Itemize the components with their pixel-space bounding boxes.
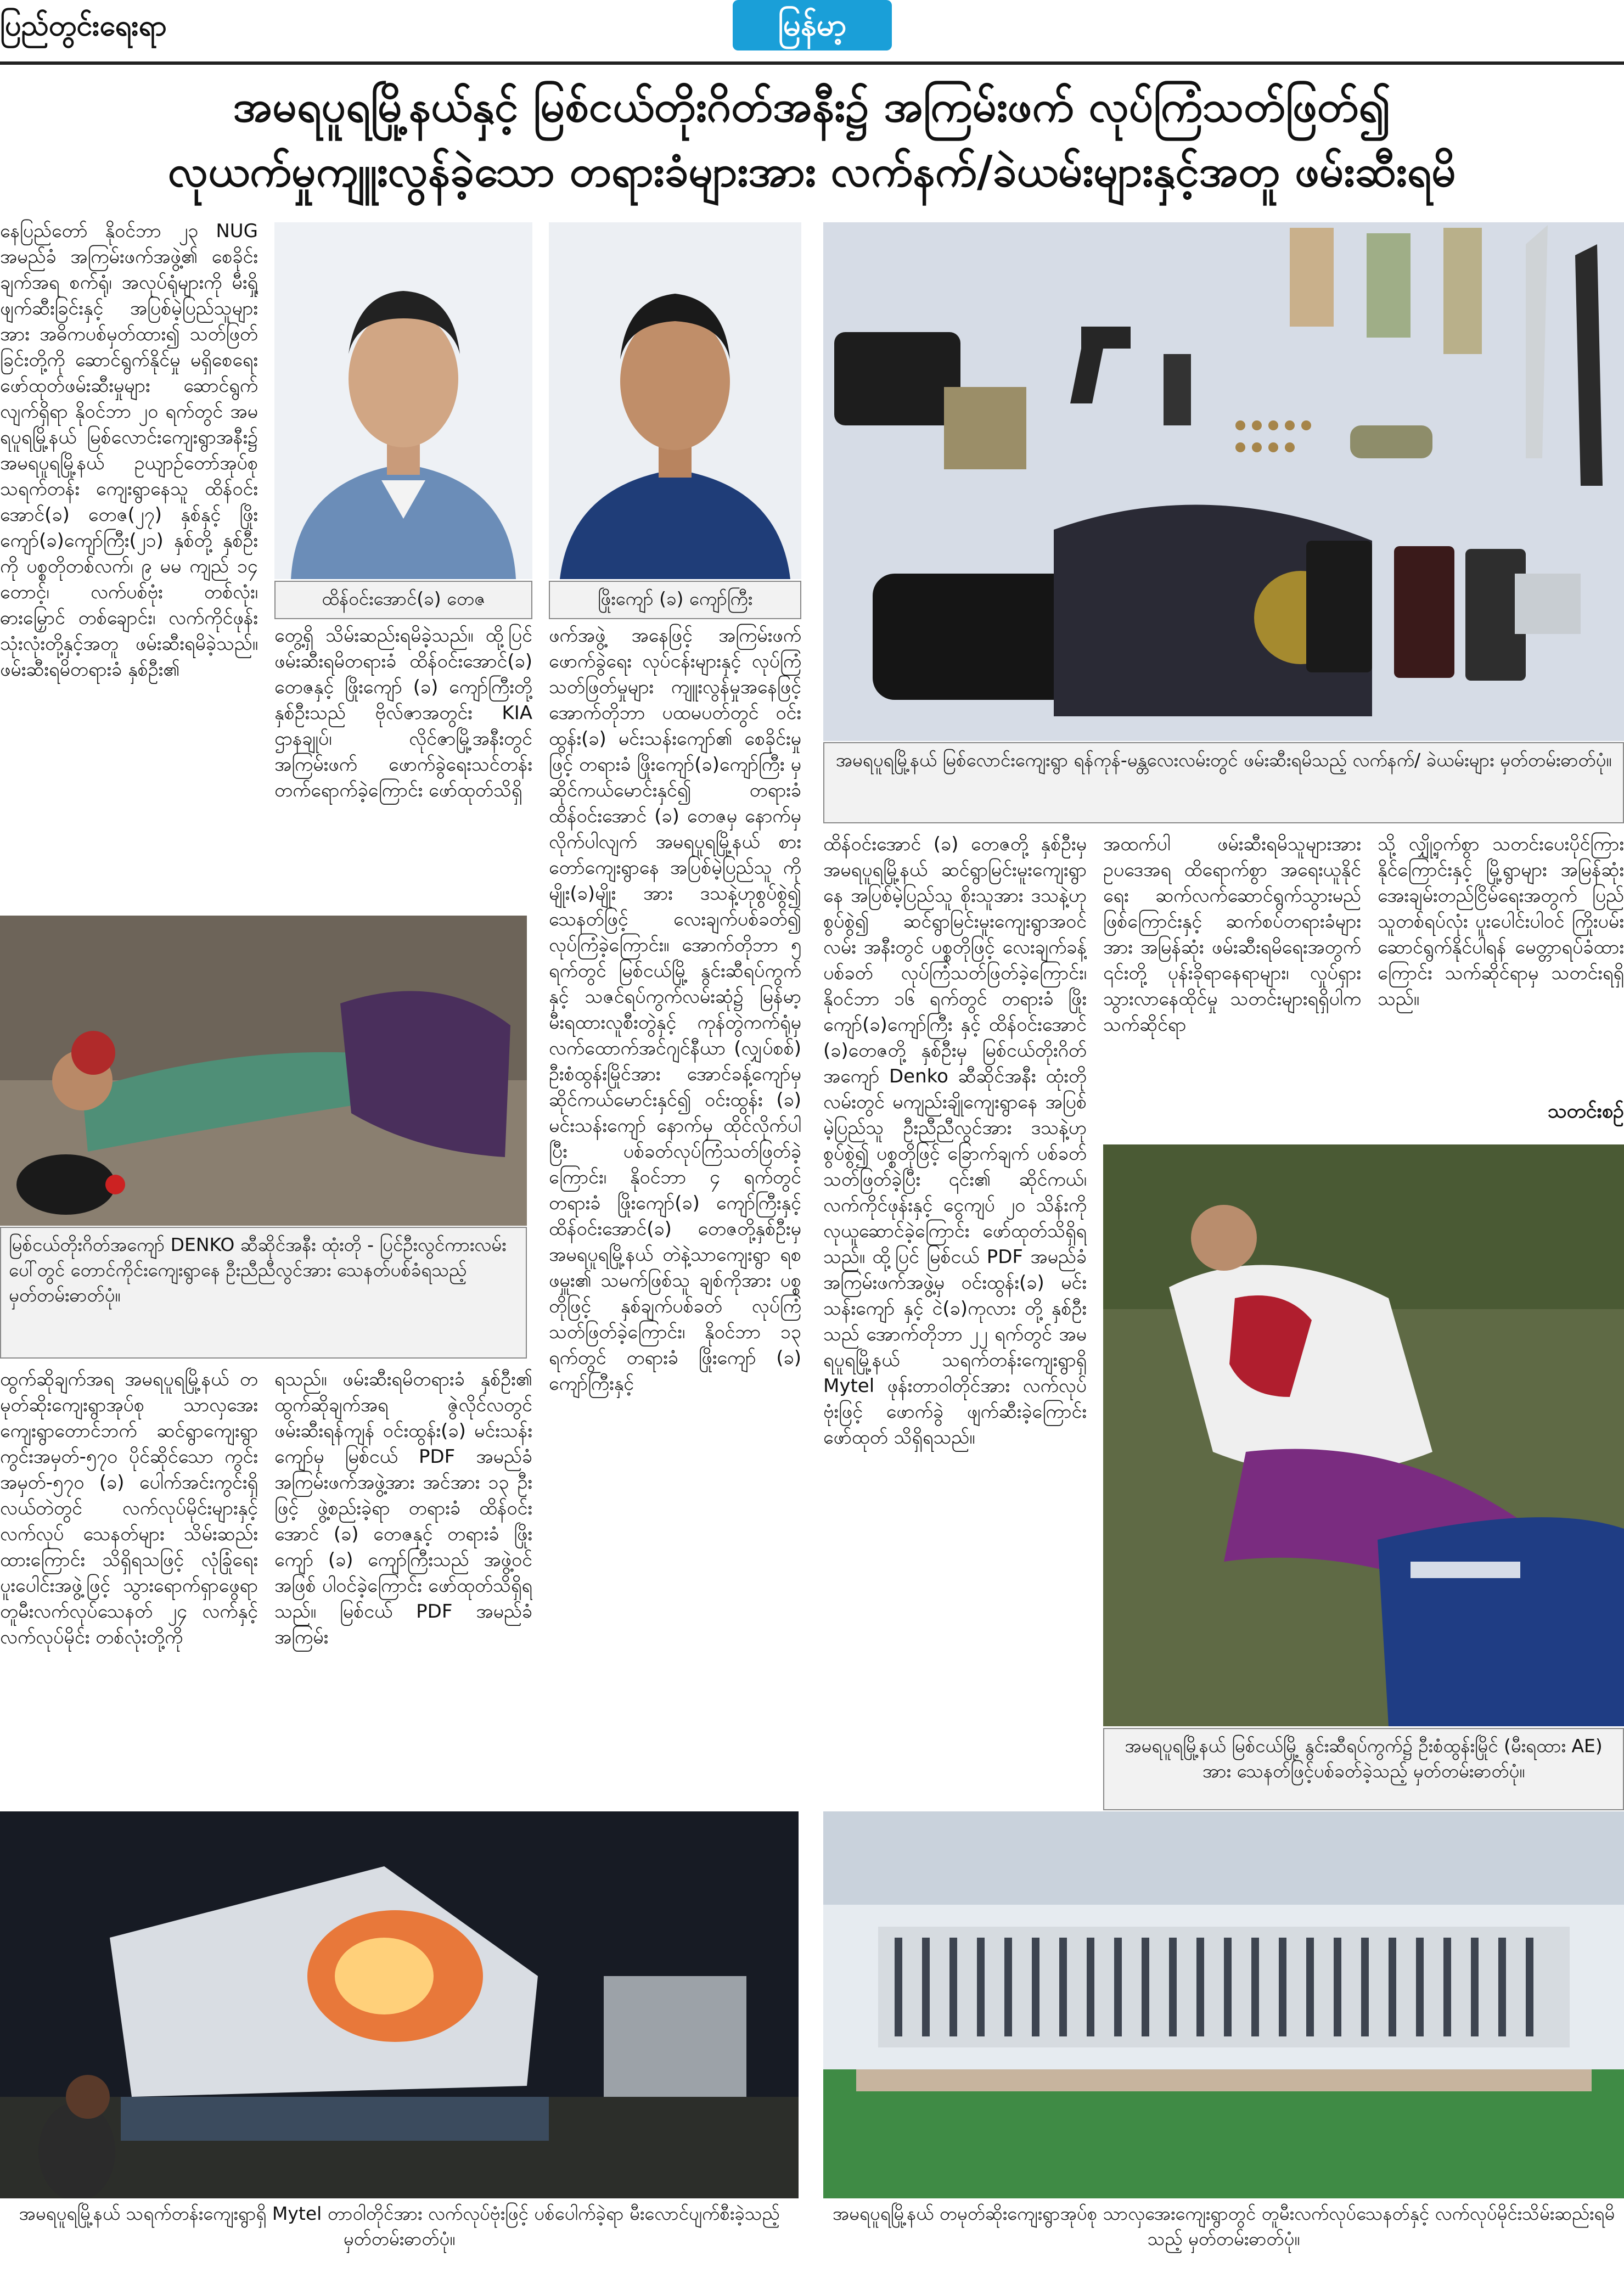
article-col4-mid: ထိန်ဝင်းအောင် (ခ) တေဇတို့ နှစ်ဦးမှ အမရပူရမြို့နယ် ဆင်ရွာမြင်းမူးကျေးရွာနေ အပြစ်မဲ့ပြည်သူ စိုးသူအား ဒသနဲ့ဟုစွပ်စွဲ၍ ဆင်ရွာမြင်းမူးကျေးရွာအဝင်လမ်း အနီးတွင် ပစ္စတိုဖြင့် လေးချက်ခန့် ပစ်ခတ် လုပ်ကြံသတ်ဖြတ်ခဲ့ကြောင်း၊ နိုဝင်ဘာ ၁၆ ရက်တွင် တရားခံ ဖြိုးကျော်(ခ)ကျော်ကြီး နှင့် ထိန်ဝင်းအောင် (ခ)တေဇတို့ နှစ်ဦးမှ မြစ်ငယ်တိုးဂိတ်အကျော် Denko ဆီဆိုင်အနီး ထုံးတိုလမ်းတွင် မကျည်းချိုကျေးရွာနေ အပြစ်မဲ့ပြည်သူ ဦးညီညီလွင်အား ဒသနဲ့ဟု စွပ်စွဲ၍ ပစ္စတိုဖြင့် ခြောက်ချက် ပစ်ခတ်သတ်ဖြတ်ခဲ့ပြီး ၎င်း၏ ဆိုင်ကယ်၊ လက်ကိုင်ဖုန်းနှင့် ငွေကျပ် ၂၀ သိန်းကိုလုယူဆောင်ခဲ့ကြောင်း ဖော်ထုတ်သိရှိရသည်။ ထို့ပြင် မြစ်ငယ် PDF အမည်ခံ အကြမ်းဖက်အဖွဲ့မှ ဝင်းထွန်း(ခ) မင်းသန်းကျော် နှင့် ငဲ(ခ)ကုလား တို့ နှစ်ဦးသည် အောက်တိုဘာ ၂၂ ရက်တွင် အမရပူရမြို့နယ် သရက်တန်းကျေးရွာရှိ Mytel ဖုန်းတာဝါတိုင်အား လက်လုပ်ဗုံးဖြင့် ဖောက်ခွဲ ဖျက်ဆီးခဲ့ကြောင်း ဖော်ထုတ် သိရှိရသည်။ [823, 833, 1087, 1449]
headline-line-1: အမရပူရမြို့နယ်နှင့် မြစ်ငယ်တိုးဂိတ်အနီး၌ အကြမ်းဖက် လုပ်ကြံသတ်ဖြတ်၍ [233, 82, 1391, 132]
weapons-caption: အမရပူရမြို့နယ် မြစ်လောင်းကျေးရွာ ရန်ကုန်-မန္တလေးလမ်းတွင် ဖမ်းဆီးရမိသည့် လက်နက်/ ခဲယမ်းများ မှတ်တမ်းဓာတ်ပုံ။ [823, 742, 1624, 823]
victim2-caption: အမရပူရမြို့နယ် မြစ်ငယ်မြို့ နွင်းဆီရပ်ကွက်၌ ဦးစံထွန်းမြိုင် (မီးရထား AE) အား သေနတ်ဖြင့်ပစ်ခတ်ခဲ့သည့် မှတ်တမ်းဓာတ်ပုံ။ [1103, 1728, 1624, 1810]
homemade-guns-photo [823, 1811, 1624, 2198]
suspect1-caption: ထိန်ဝင်းအောင်(ခ) တေဇ [274, 581, 532, 619]
article-col6-mid: သို့ လျှို့ဝှက်စွာ သတင်းပေးပိုင်ကြားနိုင်ကြောင်းနှင့် မြို့ရွာများ အမြန်ဆုံး အေးချမ်းတည်ငြိမ်ရေးအတွက် ပြည်သူတစ်ရပ်လုံး ပူးပေါင်းပါဝင် ကြိုးပမ်းဆောင်ရွက်နိုင်ပါရန် မေတ္တာရပ်ခံထားကြောင်း သက်ဆိုင်ရာမှ သတင်းရရှိသည်။ [1378, 833, 1624, 1010]
newspaper-logo: မြန်မာ့ [733, 0, 892, 50]
article-col2-bottom: ရသည်။ ဖမ်းဆီးရမိတရားခံ နှစ်ဦး၏ ထွက်ဆိုချက်အရ ဇွဲလိုင်လတွင် ဖမ်းဆီးရန်ကျန် ဝင်းထွန်း(ခ) မင်းသန်းကျော်မှ မြစ်ငယ် PDF အမည်ခံ အကြမ်းဖက်အဖွဲ့အား အင်အား ၁၃ ဦးဖြင့် ဖွဲ့စည်းခဲ့ရာ တရားခံ ထိန်ဝင်းအောင် (ခ) တေဇနှင့် တရားခံ ဖြိုးကျော် (ခ) ကျော်ကြီးသည် အဖွဲ့ဝင်အဖြစ် ပါဝင်ခဲ့ကြောင်း ဖော်ထုတ်သိရှိရသည်။ မြစ်ငယ် PDF အမည်ခံ အကြမ်း [274, 1368, 532, 1648]
article-col1-top: နေပြည်တော် နိုဝင်ဘာ ၂၃ NUG အမည်ခံ အကြမ်းဖက်အဖွဲ့၏ စေခိုင်းချက်အရ စက်ရုံ၊ အလုပ်ရုံများကို မီးရှို့ဖျက်ဆီးခြင်းနှင့် အပြစ်မဲ့ပြည်သူများအား အဓိကပစ်မှတ်ထား၍ သတ်ဖြတ်ခြင်းတို့ကို ဆောင်ရွက်နိုင်မှု မရှိစေရေး ဖော်ထုတ်ဖမ်းဆီးမှုများ ဆောင်ရွက်လျက်ရှိရာ နိုဝင်ဘာ ၂၀ ရက်တွင် အမရပူရမြို့နယ် မြစ်လောင်းကျေးရွာအနီး၌ အမရပူရမြို့နယ် ဥယျာဉ်တော်အုပ်စု သရက်တန်း ကျေးရွာနေသူ ထိန်ဝင်းအောင်(ခ) တေဇ(၂၇) နှစ်နှင့် ဖြိုးကျော်(ခ)ကျော်ကြီး(၂၁) နှစ်တို့ နှစ်ဦးကို ပစ္စတိုတစ်လက်၊ ၉ မမ ကျည် ၁၄ တောင့်၊ လက်ပစ်ဗုံး တစ်လုံး၊ ဓားမြှောင် တစ်ချောင်း၊ လက်ကိုင်ဖုန်း သုံးလုံးတို့နှင့်အတူ ဖမ်းဆီးရမိခဲ့သည်။ ဖမ်းဆီးရမိတရားခံ နှစ်ဦး၏ [0, 220, 258, 681]
homemade-guns-caption: အမရပူရမြို့နယ် တမုတ်ဆိုးကျေးရွာအုပ်စု သာလှအေးကျေးရွာတွင် တူမီးလက်လုပ်သေနတ်နှင့် လက်လုပ်မိုင်းသိမ်းဆည်းရမိသည့် မှတ်တမ်းဓာတ်ပုံ။ [832, 2203, 1615, 2249]
tower-fire-photo [0, 1811, 799, 2198]
article-col3-mid: ဖက်အဖွဲ့ အနေဖြင့် အကြမ်းဖက် ဖောက်ခွဲရေး လုပ်ငန်းများနှင့် လုပ်ကြံသတ်ဖြတ်မှုများ ကျူးလွန်မှုအနေဖြင့် အောက်တိုဘာ ပထမပတ်တွင် ဝင်းထွန်း(ခ) မင်းသန်းကျော်၏ စေခိုင်းမှုဖြင့် တရားခံ ဖြိုးကျော်(ခ)ကျော်ကြီး မှ ဆိုင်ကယ်မောင်းနှင်၍ တရားခံ ထိန်ဝင်းအောင် (ခ) တေဇမှ နောက်မှလိုက်ပါလျက် အမရပူရမြို့နယ် စားတော်ကျေးရွာနေ အပြစ်မဲ့ပြည်သူ ကိုမျိုး(ခ)မျိုး အား ဒသနဲ့ဟုစွပ်စွဲ၍ သေနတ်ဖြင့် လေးချက်ပစ်ခတ်၍ လုပ်ကြံခဲ့ကြောင်း။ အောက်တိုဘာ ၅ ရက်တွင် မြစ်ငယ်မြို့ နွင်းဆီရပ်ကွက်နှင့် သဇင်ရပ်ကွက်လမ်းဆုံ၌ မြန်မာ့မီးရထားလူစီးတွဲနှင့် ကုန်တွဲကက်ရုံမှ လက်ထောက်အင်ဂျင်နီယာ (လျှပ်စစ်) ဦးစံထွန်းမြိုင်အား အောင်ခန့်ကျော်မှ ဆိုင်ကယ်မောင်းနှင်၍ ဝင်းထွန်း (ခ) မင်းသန်းကျော် နောက်မှ ထိုင်လိုက်ပါပြီး ပစ်ခတ်လုပ်ကြံသတ်ဖြတ်ခဲ့ကြောင်း၊ နိုဝင်ဘာ ၄ ရက်တွင် တရားခံ ဖြိုးကျော်(ခ) ကျော်ကြီးနှင့် ထိန်ဝင်းအောင်(ခ) တေဇတို့နှစ်ဦးမှ အမရပူရမြို့နယ် တဲနဲ့သာကျေးရွာ ရစဖမှူး၏ သမက်ဖြစ်သူ ချစ်ကိုအား ပစ္စတိုဖြင့် နှစ်ချက်ပစ်ခတ် လုပ်ကြံ သတ်ဖြတ်ခဲ့ကြောင်း၊ နိုဝင်ဘာ ၁၃ ရက်တွင် တရားခံ ဖြိုးကျော် (ခ) ကျော်ကြီးနှင့် [549, 625, 801, 1395]
header-rule [0, 61, 1624, 65]
article-col1-bottom: ထွက်ဆိုချက်အရ အမရပူရမြို့နယ် တမုတ်ဆိုးကျေးရွာအုပ်စု သာလှအေးကျေးရွာတောင်ဘက် ဆင်ရွာကျေးရွာ ကွင်းအမှတ်-၅၇၀ ပိုင်ဆိုင်သော ကွင်းအမှတ်-၅၇၀ (ခ) ပေါက်အင်းကွင်းရှိ လယ်တဲတွင် လက်လုပ်မိုင်းများနှင့် လက်လုပ် သေနတ်များ သိမ်းဆည်းထားကြောင်း သိရှိရသဖြင့် လုံခြုံရေး ပူးပေါင်းအဖွဲ့ဖြင့် သွားရောက်ရှာဖွေရာ တူမီးလက်လုပ်သေနတ် ၂၄ လက်နှင့် လက်လုပ်မိုင်း တစ်လုံးတို့ကို [0, 1368, 258, 1648]
headline-line-2: လုယက်မှုကျူးလွန်ခဲ့သော တရားခံများအား လက်နက်/ခဲယမ်းများနှင့်အတူ ဖမ်းဆီးရမိ [168, 147, 1456, 197]
article-col2-mid: တွေ့ရှိ သိမ်းဆည်းရမိခဲ့သည်။ ထို့ပြင် ဖမ်းဆီးရမိတရားခံ ထိန်ဝင်းအောင်(ခ) တေဇနှင့် ဖြိုးကျော် (ခ) ကျော်ကြီးတို့ နှစ်ဦးသည် ဗိုလ်ဇာအတွင်း KIA ဌာနချုပ်၊ လိုင်ဇာမြို့အနီးတွင် အကြမ်းဖက် ဖောက်ခွဲရေးသင်တန်း တက်ရောက်ခဲ့ကြောင်း ဖော်ထုတ်သိရှိ [274, 625, 532, 801]
suspect2-photo [549, 222, 801, 579]
victim2-photo [1103, 1144, 1624, 1726]
tower-fire-caption: အမရပူရမြို့နယ် သရက်တန်းကျေးရွာရှိ Mytel တာဝါတိုင်အား လက်လုပ်ဗုံးဖြင့် ပစ်ပေါက်ခဲ့ရာ မီးလောင်ပျက်စီးခဲ့သည့် မှတ်တမ်းဓာတ်ပုံ။ [19, 2203, 780, 2249]
weapons-photo [823, 222, 1624, 741]
byline: သတင်းစဉ် [1547, 1100, 1624, 1123]
victim1-caption: မြစ်ငယ်တိုးဂိတ်အကျော် DENKO ဆီဆိုင်အနီး ထုံးတို - ပြင်ဦးလွင်ကားလမ်းပေါ်တွင် တောင်ကိုင်းကျေးရွာနေ ဦးညီညီလွင်အား သေနတ်ပစ်ခံရသည့် မှတ်တမ်းဓာတ်ပုံ။ [0, 1227, 527, 1359]
suspect1-photo [274, 222, 532, 579]
suspect2-caption: ဖြိုးကျော် (ခ) ကျော်ကြီး [549, 581, 801, 619]
victim1-photo [0, 916, 527, 1226]
section-title: ပြည်တွင်းရေးရာ [0, 9, 167, 42]
article-col5-mid: အထက်ပါ ဖမ်းဆီးရမိသူများအား ဥပဒေအရ ထိရောက်စွာ အရေးယူနိုင်ရေး ဆက်လက်ဆောင်ရွက်သွားမည်ဖြစ်ကြောင်းနှင့် ဆက်စပ်တရားခံများအား အမြန်ဆုံး ဖမ်းဆီးရမိရေးအတွက် ၎င်းတို့ ပုန်းခိုရာနေရာများ၊ လှုပ်ရှား သွားလာနေထိုင်မှု သတင်းများရရှိပါက သက်ဆိုင်ရာ [1103, 833, 1361, 1036]
